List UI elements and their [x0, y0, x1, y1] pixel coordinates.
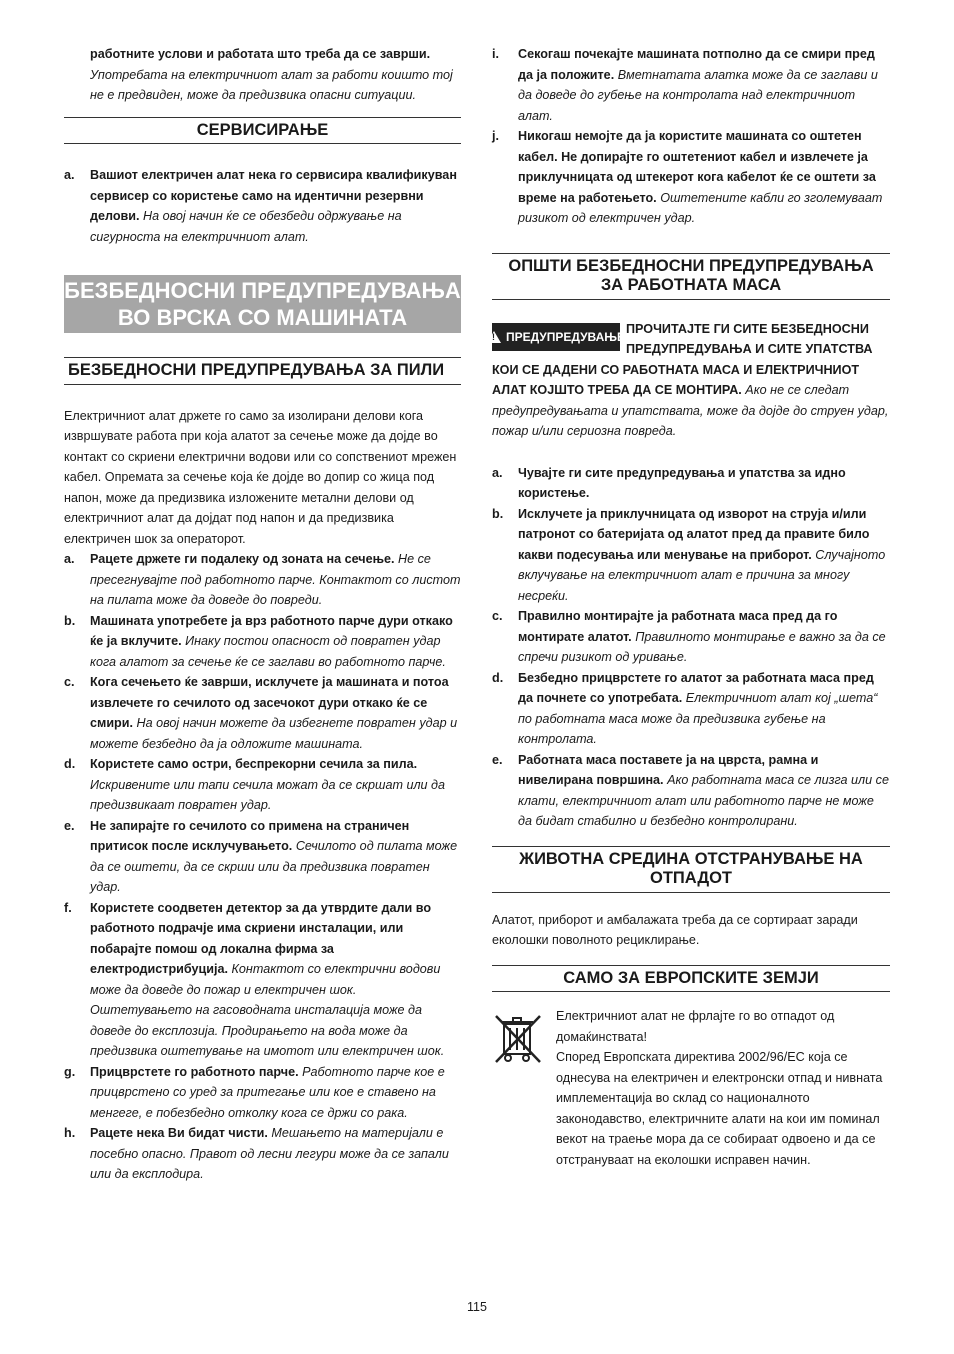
eu-heading: САМО ЗА ЕВРОПСКИТЕ ЗЕМЈИ	[492, 965, 890, 993]
list-item-italic: На овој начин ќе се обезбеди одржување на сигурноста на електричниот алат.	[90, 209, 402, 244]
environment-heading: ЖИВОТНА СРЕДИНА ОТСТРАНУВАЊЕ НА ОТПАДОТ	[492, 846, 890, 893]
list-item-label: i.	[492, 47, 499, 61]
list-item	[64, 549, 461, 611]
list-item	[64, 672, 461, 754]
list-item-label: b.	[64, 613, 76, 628]
list-item	[64, 816, 461, 898]
list-item-label: a.	[492, 465, 503, 480]
list-item-bold: Не запирајте го сечилото со примена на страничен притисок после исклучувањето.	[90, 818, 410, 853]
list-item	[64, 611, 461, 673]
intro-paragraph: работните услови и работата што треба да се заврши. Употребата на електричниот алат за работи коишто тој не е предвиден, може да предизвика опасни ситуации.	[90, 47, 453, 102]
list-item-label: a.	[64, 552, 75, 566]
list-item-label: b.	[492, 506, 504, 521]
list-item	[64, 754, 461, 816]
crossed-bin-icon	[492, 1010, 544, 1066]
list-item-italic: Не се пресегнувајте под работното парче. Контактот со листот на пилата може да доведе до повреди.	[90, 552, 461, 607]
list-item-italic: Сечилото од пилата може да се оштети, да се скрши или да предизвика повратен удар.	[90, 839, 458, 894]
list-item-label: c.	[492, 609, 503, 623]
list-item-italic: Контактот со електрични водови може да доведе до пожар и електричен шок. Оштетувањето на гасоводната инсталација може да доведе до експлозија. Продирањето на вода може да предизвика оштетување на имотот или електричен шок.	[90, 962, 445, 1058]
list-item-bold: Вашиот електричен алат нека го сервисира квалификуван сервисер со користење само на идентични резервни делови.	[90, 168, 457, 223]
list-item	[492, 750, 890, 832]
list-item-bold: Користете само остри, беспрекорни сечила за пила.	[90, 757, 418, 771]
list-item-label: c.	[64, 675, 75, 689]
table-safety-heading: ОПШТИ БЕЗБЕДНОСНИ ПРЕДУПРЕДУВАЊА ЗА РАБОТНАТА МАСА	[492, 253, 890, 300]
list-item-bold: Рацете нека Ви бидат чисти.	[90, 1126, 268, 1140]
list-item-label: e.	[492, 752, 503, 767]
list-item-label: d.	[64, 757, 76, 771]
list-item	[64, 898, 461, 1062]
list-item-bold: Исклучете ја приклучницата од изворот на струја и/или патронот со батеријата од алатот пред да правите било какви подесувања или менување на приборот.	[518, 506, 870, 562]
list-item-italic: Случајното вклучување на електричниот алат е причина за многу несреќи.	[518, 547, 886, 603]
list-item	[492, 463, 890, 504]
list-item-bold: Секогаш почекајте машината потполно да се смири пред да ја положите.	[518, 47, 875, 82]
machine-safety-banner: БЕЗБЕДНОСНИ ПРЕДУПРЕДУВАЊА ВО ВРСКА СО МАШИНАТА	[64, 275, 461, 333]
list-item	[492, 668, 890, 750]
list-item	[64, 1123, 461, 1185]
list-item-label: a.	[64, 168, 75, 182]
eu-text: Електричниот алат не фрлајте го во отпадот од домаќинствата! Според Европската директива 2002/96/ЕС која се однесува на електричен и електронски отпад и нивната имплементација во склад со националното законодавство, електричните алати на кои им поминал векот на траење мора да се собираат одвоено и да се отстрануваат на еколошки исправен начин.	[556, 1009, 883, 1167]
right-top-list	[492, 44, 890, 229]
list-item-bold: Машината употребете ја врз работното парче дури откако ќе ја вклучите.	[90, 613, 453, 648]
right-column	[492, 44, 890, 1170]
list-item-bold: Безбедно прицврстете го алатот за работната маса пред да почнете со употребата.	[518, 670, 874, 705]
table-list	[492, 463, 890, 832]
warning-icon: !	[487, 331, 501, 343]
list-item-bold: Кога сечењето ќе заврши, исклучете ја машината и потоа извлечете го сечилото од засечокот дури откако ќе се смири.	[90, 675, 449, 730]
page-number: 115	[467, 1300, 487, 1314]
saws-intro: Електричниот алат држете го само за изолирани делови кога извршувате работа при која алатот за сечење може да дојде во контакт со скриени електрични водови или со сопствениот мрежен кабел. Опремата за сечење која ќе дојде во допир со жица под напон, може да предизвика изложените метални делови од електричниот алат да дојдат под напон и да предизвика електричен шок за операторот.	[64, 408, 457, 546]
list-item-italic: Оштетените кабли го зголемуваат ризикот од електричен удар.	[518, 190, 883, 225]
list-item-label: f.	[64, 900, 72, 915]
warning-text: ПРОЧИТАЈТЕ ГИ СИТЕ БЕЗБЕДНОСНИ ПРЕДУПРЕДУВАЊА И СИТЕ УПАТСТВА КОИ СЕ ДАДЕНИ СО РАБОТНАТА МАСА И ЕЛЕКТРИЧНИОТ АЛАТ КОЈШТО ТРЕБА ДА СЕ МОНТИРА. Ако не се следат предупредувањата и упатствата, може да дојде до струен удар, пожар и/или сериозна повреда.	[492, 321, 889, 438]
list-item-bold: Прицврстете го работното парче.	[90, 1064, 299, 1079]
list-item-label: e.	[64, 818, 75, 833]
warning-block	[492, 319, 890, 442]
list-item-italic: Искривените или тапи сечила можат да се скршат или да предизвикаат повратен удар.	[90, 777, 446, 812]
list-item	[492, 504, 890, 607]
list-item-label: g.	[64, 1064, 76, 1079]
list-item-italic: Вметнатата алатка може да се заглави и да доведе до губење на контролата над електричниот алат.	[518, 67, 878, 123]
list-item	[492, 44, 890, 126]
saws-heading: БЕЗБЕДНОСНИ ПРЕДУПРЕДУВАЊА ЗА ПИЛИ	[64, 357, 461, 385]
list-item-bold: Користете соодветен детектор за да утврдите дали во работното подрачје има скриени инсталации, или побарајте помош од локална фирма за електродистрибуција.	[90, 900, 432, 976]
left-column	[64, 44, 461, 1185]
list-item-italic: Правилното монтирање е важно за да се спречи ризикот од уривање.	[518, 629, 886, 664]
list-item-italic: Електричниот алат кој „шета“ по работната маса може да предизвика губење на контролата.	[518, 691, 878, 746]
list-item	[492, 126, 890, 229]
list-item-bold: Рацете држете ги подалеку од зоната на сечење.	[90, 552, 395, 566]
list-item	[64, 1062, 461, 1124]
list-item-italic: Ако работната маса се лизга или се клати, електричниот алат или работното парче не може да бидат стабилно и безбедно контролирани.	[518, 773, 889, 828]
list-item-bold: Работната маса поставете ја на цврста, рамна и нивелирана површина.	[518, 752, 819, 787]
list-item-italic: Инаку постои опасност од повратен удар кога алатот за сечење ќе се заглави во работното парче.	[90, 634, 446, 669]
eu-block	[492, 1006, 890, 1170]
servicing-heading: СЕРВИСИРАЊЕ	[64, 117, 461, 145]
list-item	[64, 165, 461, 247]
list-item-bold: Правилно монтирајте ја работната маса пред да го монтирате алатот.	[518, 609, 838, 644]
list-item-italic: Работното парче кое е прицврстено со уред за притегање или кое е ставено на менгеге, е побезбедно отколку кога се држи со рака.	[90, 1064, 445, 1120]
list-item-bold: Чувајте ги сите предупредувања и упатства за идно користење.	[518, 465, 846, 500]
list-item-bold: Никогаш немојте да ја користите машината со оштетен кабел. Не допирајте го оштетениот кабел и извлечете ја приклучницата од штекерот кога кабелот ќе се оштети за време на работењето.	[518, 129, 876, 205]
list-item	[492, 606, 890, 668]
list-item-label: j.	[492, 129, 499, 143]
saws-list	[64, 549, 461, 1185]
list-item-label: h.	[64, 1126, 76, 1140]
servicing-list	[64, 165, 461, 247]
list-item-italic: На овој начин можете да избегнете повратен удар и можете безбедно да ја одложите машината.	[90, 716, 458, 751]
warning-badge: ! ПРЕДУПРЕДУВАЊЕ	[492, 323, 620, 351]
list-item-italic: Мешањето на материјали е посебно опасно. Правот од лесни легури може да се запали или да експлодира.	[90, 1126, 449, 1181]
environment-text: Алатот, приборот и амбалажата треба да се сортираат заради еколошки поволното рециклирање.	[492, 912, 858, 947]
list-item-label: d.	[492, 670, 504, 685]
